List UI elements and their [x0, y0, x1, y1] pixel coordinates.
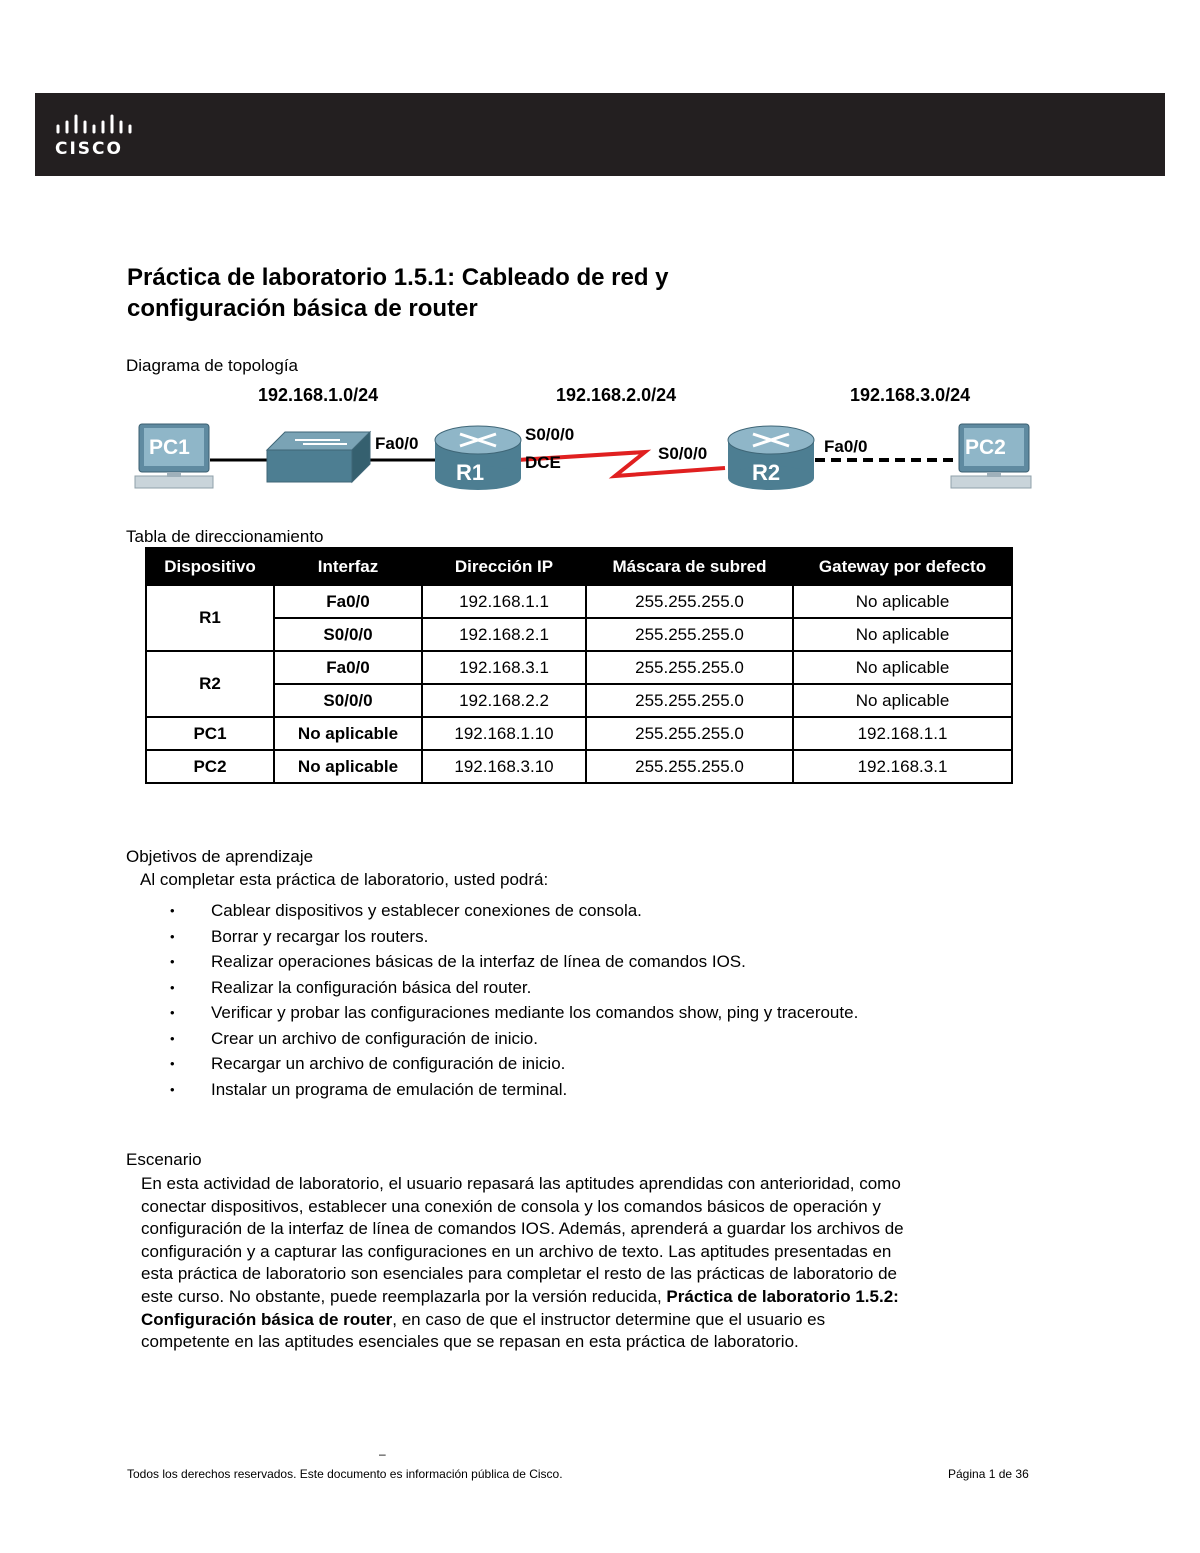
- switch-icon: [267, 432, 370, 482]
- bullet-icon: •: [170, 1005, 175, 1020]
- list-item: • Verificar y probar las configuraciones mediante los comandos show, ping y traceroute.: [170, 1003, 859, 1022]
- network-label-1: 192.168.1.0/24: [258, 385, 379, 405]
- dce-label: DCE: [525, 453, 561, 472]
- network-label-2: 192.168.2.0/24: [556, 385, 677, 405]
- gateway-cell: No aplicable: [793, 651, 1012, 684]
- ip-cell: 192.168.1.10: [422, 717, 586, 750]
- gateway-cell: 192.168.1.1: [793, 717, 1012, 750]
- topology-heading: Diagrama de topología: [126, 356, 299, 375]
- device-cell: PC1: [146, 717, 274, 750]
- cisco-wordmark: CISCO: [55, 139, 123, 159]
- scenario-bold-ref: Práctica de laboratorio 1.5.2: Configuración básica de router: [141, 1286, 899, 1329]
- interface-cell: No aplicable: [274, 750, 422, 783]
- addressing-table: [145, 547, 1013, 784]
- mask-cell: 255.255.255.0: [586, 717, 793, 750]
- r1-fa-label: Fa0/0: [375, 434, 419, 453]
- bullet-icon: •: [170, 1030, 175, 1046]
- scenario-heading: Escenario: [126, 1150, 202, 1169]
- list-item: • Crear un archivo de configuración de inicio.: [170, 1028, 538, 1048]
- list-item: • Cablear dispositivos y establecer conexiones de consola.: [170, 901, 642, 920]
- gateway-cell: No aplicable: [793, 618, 1012, 651]
- page-number: Página 1 de 36: [948, 1467, 1029, 1481]
- footer-copyright: Todos los derechos reservados. Este documento es información pública de Cisco.: [127, 1467, 563, 1481]
- device-cell: R1: [146, 585, 274, 651]
- r2-fa-label: Fa0/0: [824, 437, 868, 456]
- col-header-mask: Máscara de subred: [586, 548, 793, 585]
- table-row: [146, 618, 1012, 651]
- ip-cell: 192.168.1.1: [422, 585, 586, 618]
- mask-cell: 255.255.255.0: [586, 750, 793, 783]
- interface-cell: No aplicable: [274, 717, 422, 750]
- list-item: • Realizar operaciones básicas de la interfaz de línea de comandos IOS.: [170, 952, 746, 971]
- col-header-device: Dispositivo: [146, 548, 274, 585]
- r2-s-label: S0/0/0: [658, 444, 708, 463]
- table-row: [146, 585, 1012, 618]
- mask-cell: 255.255.255.0: [586, 684, 793, 717]
- table-row: [146, 717, 1012, 750]
- cisco-banner: [35, 93, 1165, 176]
- list-item: • Instalar un programa de emulación de terminal.: [170, 1079, 568, 1099]
- scenario-text: En esta actividad de laboratorio, el usuario repasará las aptitudes aprendidas con anterioridad, como conectar dispositivos, establecer una conexión de consola y los comandos básicos de operación y configuración de la interfaz de línea de comandos IOS. Además, aprenderá a guardar los archivos de configuración y a capturar las configuraciones en un archivo de texto. Las aptitudes presentadas en esta práctica de laboratorio son esenciales para completar el resto de las prácticas de laboratorio de este curso. No obstante, puede reemplazarla por la versión reducida, Práctica de laboratorio 1.5.2: Configuración básica de router, en caso de que el instructor determine que el usuario es competente en las aptitudes esenciales que se repasan en esta práctica de laboratorio.: [141, 1174, 904, 1352]
- bullet-icon: •: [170, 1081, 175, 1097]
- addressing-heading: Tabla de direccionamiento: [126, 527, 324, 546]
- pc1-label: PC1: [149, 436, 190, 459]
- interface-cell: S0/0/0: [274, 684, 422, 717]
- interface-cell: Fa0/0: [274, 585, 422, 618]
- device-cell: R2: [146, 651, 274, 717]
- topology-diagram: [125, 380, 1045, 505]
- table-row: [146, 651, 1012, 684]
- bullet-icon: •: [170, 903, 175, 918]
- mask-cell: 255.255.255.0: [586, 585, 793, 618]
- objectives-heading: Objetivos de aprendizaje: [126, 847, 314, 866]
- col-header-gateway: Gateway por defecto: [793, 548, 1012, 585]
- ip-cell: 192.168.3.10: [422, 750, 586, 783]
- bullet-icon: •: [170, 979, 175, 995]
- cisco-logo-icon: [55, 113, 135, 137]
- pc2-label: PC2: [965, 436, 1006, 459]
- interface-cell: Fa0/0: [274, 651, 422, 684]
- table-header-row: [146, 548, 1012, 585]
- device-cell: PC2: [146, 750, 274, 783]
- objectives-intro: Al completar esta práctica de laboratorio, usted podrá:: [140, 870, 549, 889]
- col-header-interface: Interfaz: [274, 548, 422, 585]
- interface-cell: S0/0/0: [274, 618, 422, 651]
- bullet-icon: •: [170, 928, 175, 944]
- ip-cell: 192.168.2.2: [422, 684, 586, 717]
- r2-label: R2: [752, 460, 781, 485]
- gateway-cell: No aplicable: [793, 585, 1012, 618]
- objectives-list: [170, 900, 870, 1104]
- bullet-icon: •: [170, 954, 175, 969]
- list-item: • Realizar la configuración básica del router.: [170, 977, 532, 997]
- table-row: [146, 750, 1012, 783]
- col-header-ip: Dirección IP: [422, 548, 586, 585]
- footer-dash: –: [379, 1447, 386, 1461]
- gateway-cell: No aplicable: [793, 684, 1012, 717]
- ip-cell: 192.168.2.1: [422, 618, 586, 651]
- bullet-icon: •: [170, 1056, 175, 1071]
- table-row: [146, 684, 1012, 717]
- network-label-3: 192.168.3.0/24: [850, 385, 971, 405]
- gateway-cell: 192.168.3.1: [793, 750, 1012, 783]
- r1-s-label: S0/0/0: [525, 425, 575, 444]
- page-title: Práctica de laboratorio 1.5.1: Cableado de red y configuración básica de router: [127, 264, 669, 322]
- r1-label: R1: [456, 460, 485, 485]
- list-item: • Recargar un archivo de configuración de inicio.: [170, 1054, 566, 1073]
- ip-cell: 192.168.3.1: [422, 651, 586, 684]
- mask-cell: 255.255.255.0: [586, 618, 793, 651]
- list-item: • Borrar y recargar los routers.: [170, 926, 429, 946]
- mask-cell: 255.255.255.0: [586, 651, 793, 684]
